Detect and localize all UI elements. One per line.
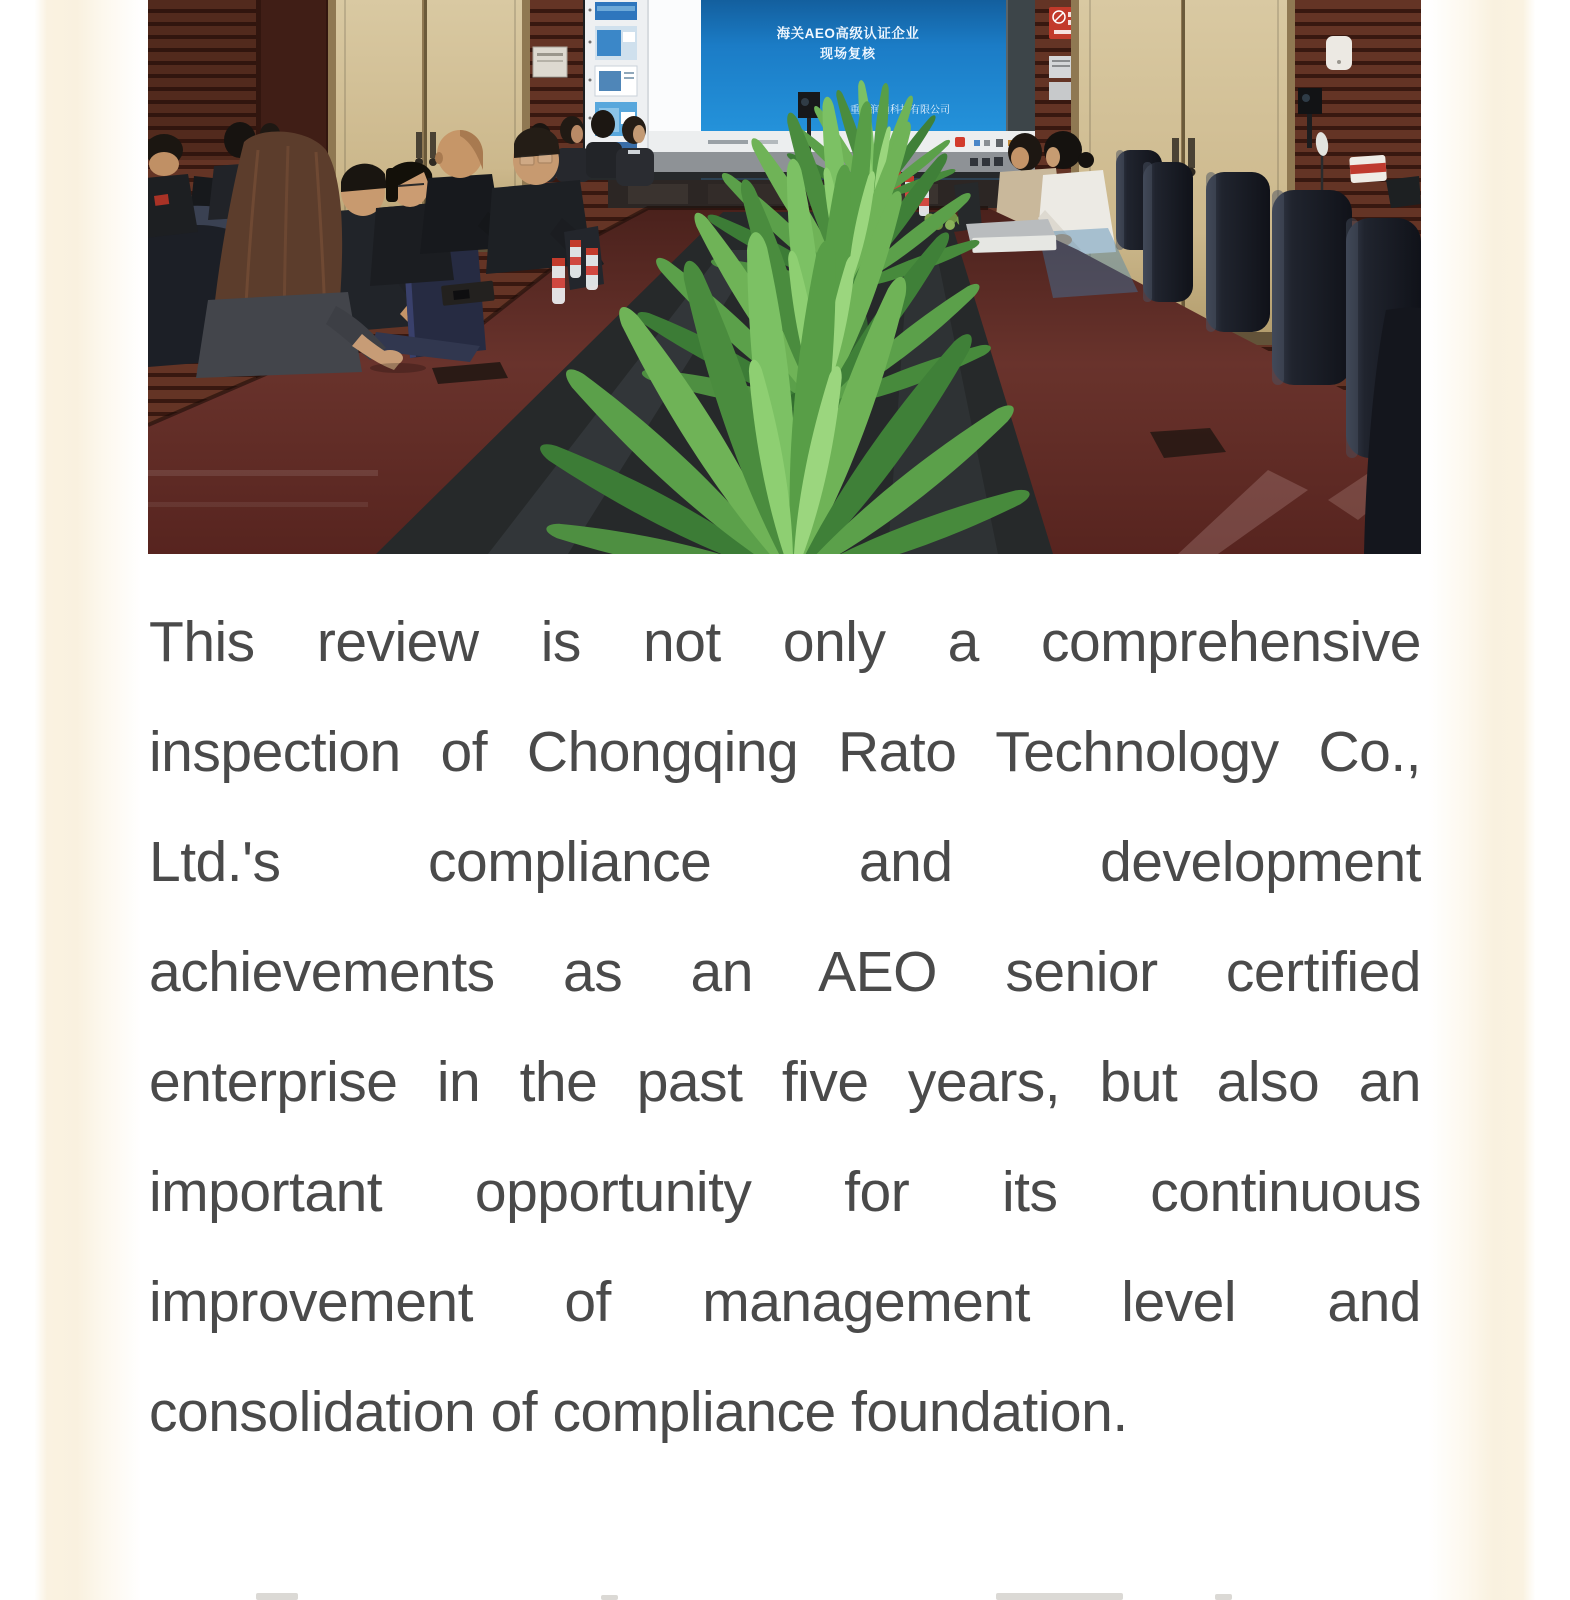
screen-slide <box>701 0 1006 131</box>
paragraph-line: Ltd.'s compliance and development <box>149 830 1421 894</box>
paragraph-line: enterprise in the past five years, but also an <box>149 1050 1421 1114</box>
paragraph-line: This review is not only a comprehensive <box>149 610 1421 674</box>
paragraph-line: inspection of Chongqing Rato Technology Co., <box>149 720 1421 784</box>
wall-speaker <box>1326 36 1352 70</box>
laptop-dark <box>1386 176 1421 208</box>
article-photo[interactable] <box>148 0 1421 554</box>
paragraph-line: achievements as an AEO senior certified <box>149 940 1421 1004</box>
tissue-box <box>1349 155 1387 183</box>
wps-icon <box>955 137 965 147</box>
paragraph-line: important opportunity for its continuous <box>149 1160 1421 1224</box>
paragraph-line: consolidation of compliance foundation. <box>149 1380 1128 1444</box>
slide-title-line2: 现场复核 <box>819 46 877 61</box>
slide-company: 重庆润通科技有限公司 <box>850 105 950 116</box>
slide-title-line1: 海关AEO高级认证企业 <box>776 26 920 41</box>
article-paragraph <box>149 587 1421 1467</box>
paragraph-line: improvement of management level and <box>149 1270 1421 1334</box>
